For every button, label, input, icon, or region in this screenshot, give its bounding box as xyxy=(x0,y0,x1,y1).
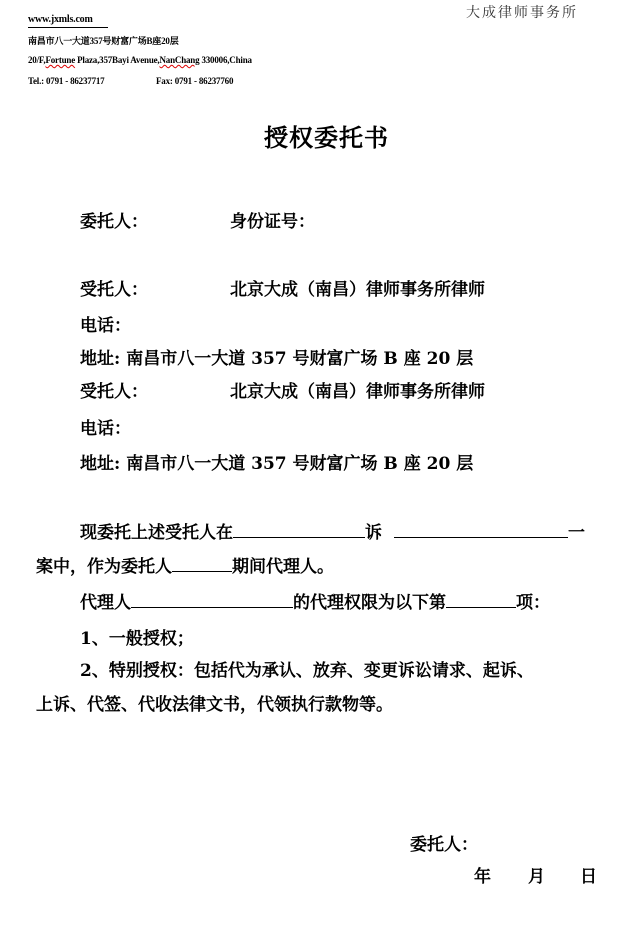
letterhead-address-en xyxy=(28,55,252,65)
agent1-phone-label: 电话： xyxy=(80,316,131,336)
date-month: 月 xyxy=(528,867,545,887)
court-blank[interactable] xyxy=(233,521,365,538)
date-year: 年 xyxy=(474,867,491,887)
para2-text: 项： xyxy=(516,593,550,613)
letterhead-fax: Fax: 0791 - 86237760 xyxy=(156,76,234,86)
agent-name-blank[interactable] xyxy=(131,591,293,608)
para1-text: 现委托上述受托人在 xyxy=(80,523,233,543)
agent1-address: 地址: 南昌市八一大道 357 号财富广场 B 座 20 层 xyxy=(80,349,474,369)
address-en-fortune: Fortune xyxy=(45,55,76,65)
para1-text: 一 xyxy=(568,523,585,543)
agent2-firm: 北京大成（南昌）律师事务所律师 xyxy=(230,382,485,402)
para1-text: 案中，作为委托人 xyxy=(36,557,172,577)
party-blank[interactable] xyxy=(394,521,568,538)
address-en-part: Plaza,357Bayi Avenue, xyxy=(75,55,160,65)
general-authorization: 1、一般授权； xyxy=(80,629,194,649)
item-number-blank[interactable] xyxy=(446,591,516,608)
para2-text: 代理人 xyxy=(80,593,131,613)
document-title: 授权委托书 xyxy=(264,123,389,152)
authority-line xyxy=(80,588,550,613)
agent2-phone-label: 电话： xyxy=(80,419,131,439)
id-number-label: 身份证号： xyxy=(230,212,315,232)
address-en-nanchang: NanChang xyxy=(159,55,200,65)
role-blank[interactable] xyxy=(172,555,232,572)
principal-label: 委托人： xyxy=(80,212,148,232)
para1-text: 期间代理人。 xyxy=(232,557,334,577)
para2-text: 的代理权限为以下第 xyxy=(293,593,446,613)
letterhead-tel: Tel.: 0791 - 86237717 xyxy=(28,76,105,86)
address-en-part: 20/F, xyxy=(28,55,46,65)
delegation-line1 xyxy=(80,518,585,543)
date-day: 日 xyxy=(580,867,597,887)
delegation-line2 xyxy=(36,552,334,577)
website-underline xyxy=(28,27,108,28)
signature-principal-label: 委托人： xyxy=(410,835,478,855)
agent2-address: 地址: 南昌市八一大道 357 号财富广场 B 座 20 层 xyxy=(80,454,474,474)
letterhead-address-cn: 南昌市八一大道357号财富广场B座20层 xyxy=(28,36,179,46)
address-en-part: 330006,China xyxy=(199,55,252,65)
special-authorization-line2: 上诉、代签、代收法律文书，代领执行款物等。 xyxy=(36,695,393,715)
letterhead-website: www.jxmls.com xyxy=(28,14,93,25)
para1-text: 诉 xyxy=(365,523,382,543)
agent2-label: 受托人： xyxy=(80,382,148,402)
agent1-firm: 北京大成（南昌）律师事务所律师 xyxy=(230,280,485,300)
special-authorization-line1: 2、特别授权：包括代为承认、放弃、变更诉讼请求、起诉、 xyxy=(80,661,534,681)
firm-name: 大成律师事务所 xyxy=(466,5,578,21)
agent1-label: 受托人： xyxy=(80,280,148,300)
